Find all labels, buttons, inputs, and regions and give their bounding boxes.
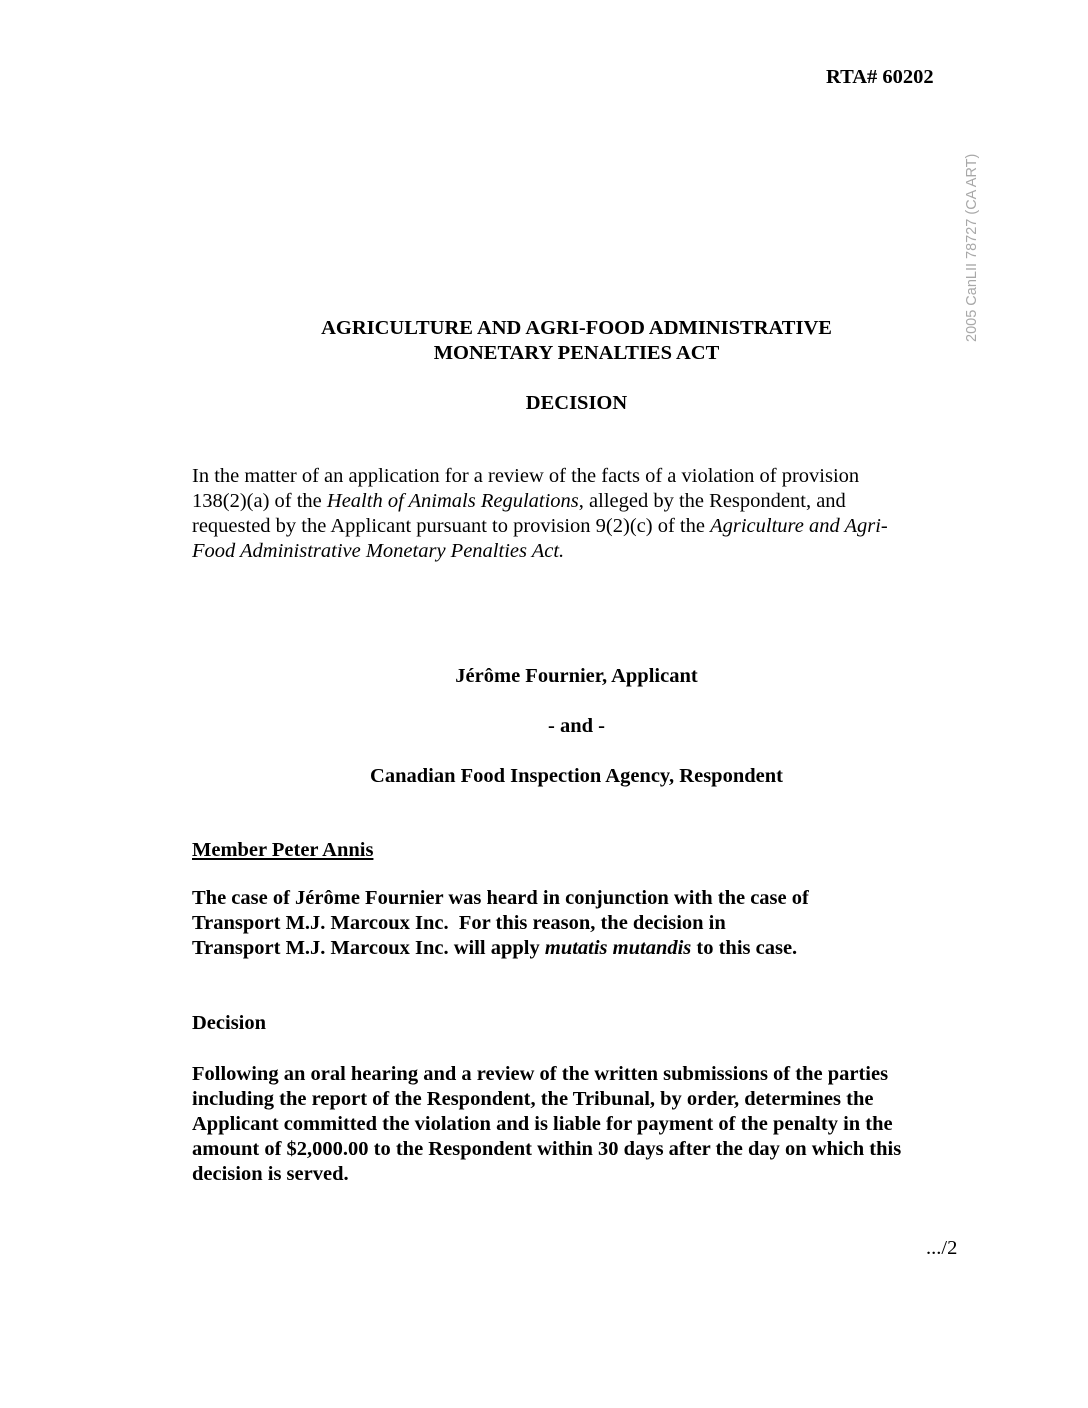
title-line-2: MONETARY PENALTIES ACT	[433, 342, 720, 364]
intro-line: Food Administrative Monetary Penalties Act.	[192, 540, 565, 562]
decision-line: Applicant committed the violation and is liable for payment of the penalty in the	[192, 1113, 893, 1135]
decision-title: DECISION	[525, 392, 628, 414]
decision-paragraph	[192, 1062, 901, 1187]
latin-phrase: mutatis mutandis	[544, 937, 692, 959]
member-name: Member Peter Annis	[192, 839, 374, 861]
act-name: Agriculture and Agri-	[710, 515, 888, 537]
conjunction-paragraph	[192, 886, 809, 961]
decision-line: amount of $2,000.00 to the Respondent within 30 days after the day on which this	[192, 1138, 902, 1160]
canlii-watermark: 2005 CanLII 78727 (CA ART)	[963, 153, 980, 342]
conjunction-line: Transport M.J. Marcoux Inc. For this reason, the decision in	[192, 912, 726, 934]
regulation-name: Health of Animals Regulations	[326, 490, 579, 512]
decision-line: including the report of the Respondent, the Tribunal, by order, determines the	[192, 1088, 874, 1110]
decision-line: Following an oral hearing and a review of the written submissions of the parties	[192, 1063, 889, 1085]
and-separator: - and -	[548, 715, 605, 737]
file-number: RTA# 60202	[826, 66, 934, 88]
intro-line: requested by the Applicant pursuant to provision 9(2)(c) of the Agriculture and Agri-	[192, 515, 888, 537]
respondent: Canadian Food Inspection Agency, Respondent	[370, 765, 783, 787]
page-continuation: .../2	[926, 1237, 958, 1259]
conjunction-line: Transport M.J. Marcoux Inc. will apply mutatis mutandis to this case.	[192, 937, 798, 959]
applicant: Jérôme Fournier, Applicant	[455, 665, 698, 687]
decision-line: decision is served.	[192, 1163, 349, 1185]
decision-heading: Decision	[192, 1012, 267, 1034]
intro-paragraph	[192, 464, 888, 564]
title-line-1: AGRICULTURE AND AGRI-FOOD ADMINISTRATIVE	[321, 317, 832, 339]
intro-line: In the matter of an application for a review of the facts of a violation of provision	[192, 465, 860, 487]
intro-line: 138(2)(a) of the Health of Animals Regulations, alleged by the Respondent, and	[192, 490, 846, 512]
conjunction-line: The case of Jérôme Fournier was heard in conjunction with the case of	[192, 887, 809, 909]
